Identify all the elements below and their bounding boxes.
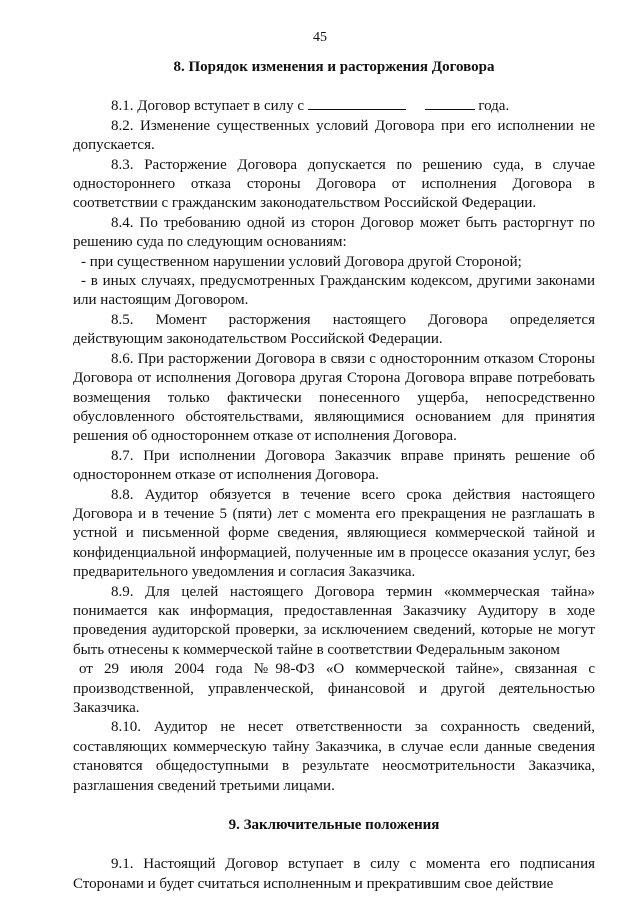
- date-blank-field: [308, 97, 406, 110]
- clause-8-9-continued: от 29 июля 2004 года №98-ФЗ «О коммерческой тайне», связанная с производственной, управленческой, финансовой и другой деятельностью Заказчика.: [73, 661, 595, 716]
- clause-8-10: 8.10. Аудитор не несет ответственности за сохранность сведений, составляющих коммерческую тайну Заказчика, в случае если данные сведения становятся общедоступными в результате неосмотрительности Заказчика, разглашения сведений третьими лицами.: [73, 719, 595, 794]
- document-body: [73, 58, 595, 894]
- section-9-heading: 9. Заключительные положения: [228, 817, 440, 834]
- clause-8-4: 8.4. По требованию одной из сторон Договор может быть расторгнут по решению суда по следующим основаниям:: [73, 214, 595, 251]
- clause-8-1: [73, 97, 595, 116]
- clause-8-7: 8.7. При исполнении Договора Заказчик вправе принять решение об одностороннем отказе от исполнения Договора.: [73, 447, 595, 484]
- clause-8-4-item-a: - при существенном нарушении условий Договора другой Стороной;: [81, 253, 522, 270]
- year-blank-field: [425, 97, 475, 110]
- clause-8-1-end: года.: [474, 98, 510, 115]
- clause-9-1: 9.1. Настоящий Договор вступает в силу с момента его подписания Сторонами и будет считаться исполненным и прекратившим свое действие: [73, 856, 595, 892]
- clause-8-3: 8.3. Расторжение Договора допускается по решению суда, в случае одностороннего отказа стороны Договора от исполнения Договора в соответствии с гражданским законодательством Российской Федерации.: [73, 156, 595, 212]
- page-number: 45: [313, 30, 327, 45]
- clause-8-9: 8.9. Для целей настоящего Договора термин «коммерческая тайна» понимается как информация, предоставленная Заказчику Аудитору в ходе проведения аудиторской проверки, за исключением сведений, которые не могут быть отнесены к коммерческой тайне в соответствии Федеральным законом: [73, 583, 595, 658]
- clause-8-8: 8.8. Аудитор обязуется в течение всего срока действия настоящего Договора и в течение 5 (пяти) лет с момента его прекращения не разглашать в устной и письменной форме сведения, являющиеся коммерческой тайной и конфиденциальной информацией, полученные им в процессе оказания услуг, без предварительного уведомления и согласия Заказчика.: [73, 486, 595, 581]
- section-8-heading: 8. Порядок изменения и расторжения Договора: [173, 59, 495, 75]
- clause-8-2: 8.2. Изменение существенных условий Договора при его исполнении не допускается.: [73, 117, 595, 154]
- clause-8-5: 8.5. Момент расторжения настоящего Договора определяется действующим законодательством Российской Федерации.: [73, 311, 595, 348]
- clause-8-6: 8.6. При расторжении Договора в связи с односторонним отказом Стороны Договора от исполнения Договора другая Сторона Договора вправе потребовать возмещения только фактически понесенного ущерба, непосредственно обусловленного обстоятельствами, являющимися основанием для принятия решения об одностороннем отказе от исполнения Договора.: [73, 350, 595, 445]
- clause-8-1-text: 8.1. Договор вступает в силу с: [111, 98, 308, 115]
- clause-8-4-item-b: - в иных случаях, предусмотренных Гражданским кодексом, другими законами или настоящим Договором.: [73, 273, 595, 309]
